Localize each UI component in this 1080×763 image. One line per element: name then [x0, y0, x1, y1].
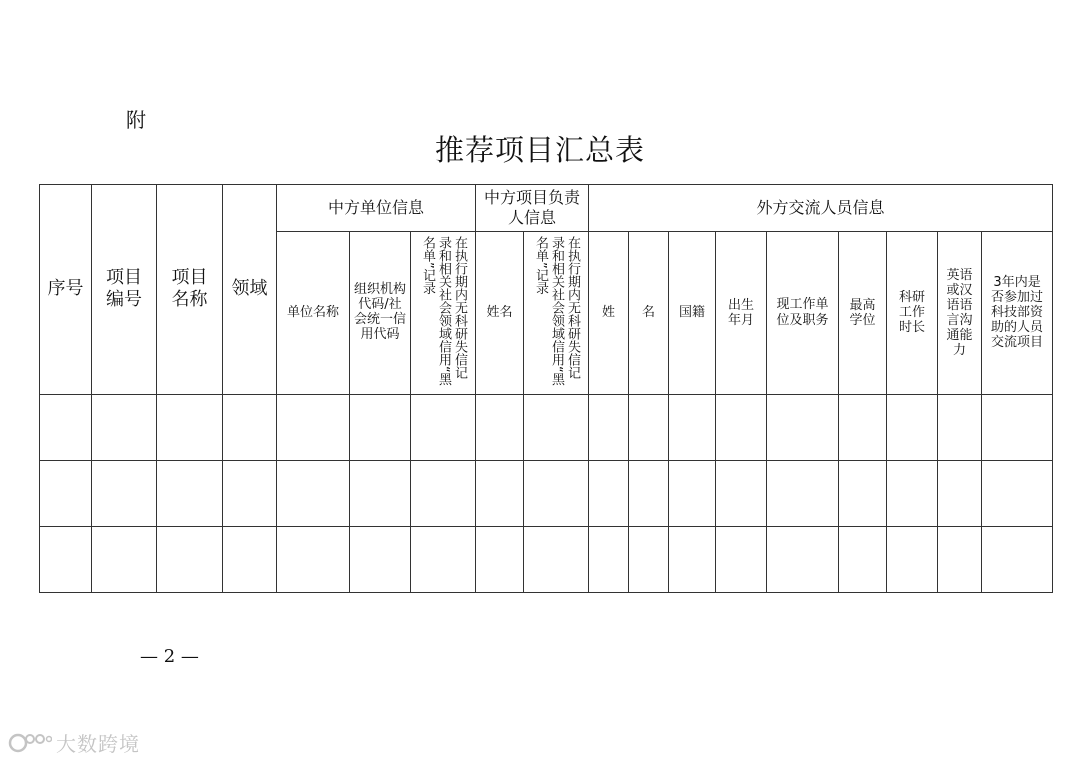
- group-cn-lead: 中方项目负责人信息: [476, 185, 589, 232]
- col-org-code: 组织机构代码/社会统一信用代码: [350, 232, 411, 394]
- watermark-text: 大数跨境: [56, 732, 140, 756]
- table-row: [40, 460, 1053, 526]
- page-number: — 2 —: [140, 646, 199, 667]
- col-seq: 序号: [40, 185, 92, 395]
- col-research-years: 科研工作时长: [887, 232, 938, 394]
- col-prior-project: 3年内是否参加过科技部资助的人员交流项目: [982, 232, 1053, 394]
- col-degree: 最高学位: [839, 232, 887, 394]
- watermark: [8, 728, 140, 757]
- col-birth: 出生年月: [716, 232, 767, 394]
- col-field: 领域: [223, 185, 277, 395]
- col-unit-blacklist: 在执行期内无科研失信记录和相关社会领域信用“黑名单”记录: [411, 232, 476, 394]
- group-cn-unit: 中方单位信息: [277, 185, 476, 232]
- col-lead-name: 姓名: [476, 232, 524, 394]
- table-row: [40, 526, 1053, 592]
- col-job: 现工作单位及职务: [767, 232, 839, 394]
- col-unit-name: 单位名称: [277, 232, 350, 394]
- page-title: 推荐项目汇总表: [434, 133, 645, 167]
- col-lead-blacklist: 在执行期内无科研失信记录和相关社会领域信用“黑名单”记录: [524, 232, 589, 394]
- col-nationality: 国籍: [669, 232, 716, 394]
- col-project-name: 项目名称: [157, 185, 223, 395]
- group-foreign: 外方交流人员信息: [589, 185, 1053, 232]
- attachment-label: 附: [126, 108, 146, 132]
- col-given-name: 名: [629, 232, 669, 394]
- col-language: 英语或汉语语言沟通能力: [938, 232, 982, 394]
- summary-table: [39, 184, 1053, 593]
- table-row: [40, 394, 1053, 460]
- watermark-logo-icon: [8, 730, 52, 756]
- col-project-no: 项目编号: [92, 185, 157, 395]
- col-surname: 姓: [589, 232, 629, 394]
